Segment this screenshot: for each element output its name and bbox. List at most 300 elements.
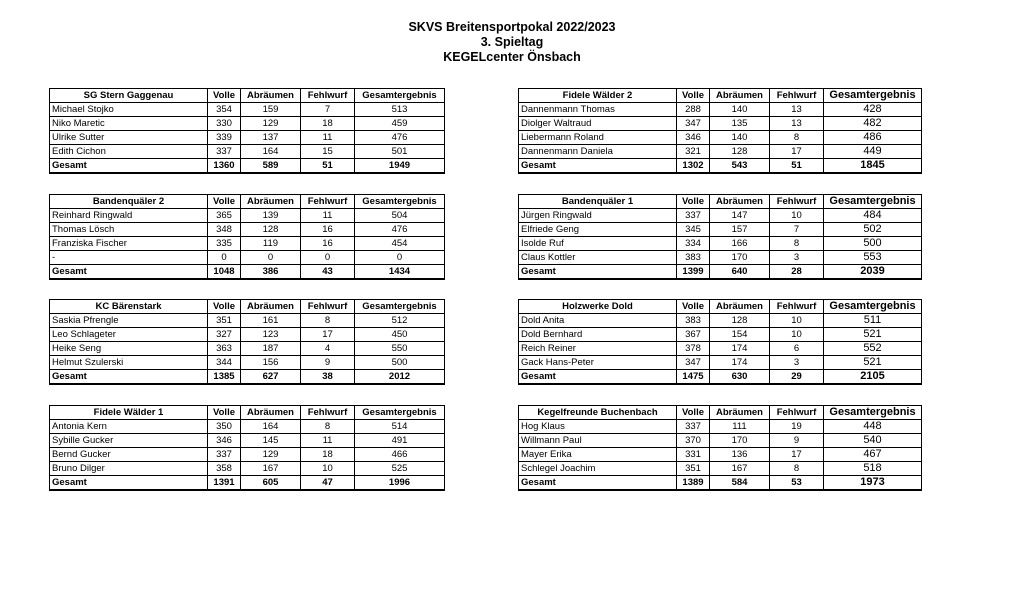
gesamt-value: 525 — [355, 462, 445, 476]
gesamt-value: 448 — [824, 420, 922, 434]
table-row — [519, 420, 922, 434]
abraeumen-value: 140 — [710, 131, 770, 145]
column-header-abraeumen: Abräumen — [241, 406, 301, 420]
gesamt-value: 459 — [355, 117, 445, 131]
table-row — [519, 145, 922, 159]
table-row — [519, 434, 922, 448]
gesamt-value: 521 — [824, 328, 922, 342]
player-name: Helmut Szulerski — [50, 356, 208, 370]
fehlwurf-value: 8 — [770, 131, 824, 145]
gesamt-value: 512 — [355, 314, 445, 328]
fehlwurf-value: 13 — [770, 103, 824, 117]
team-table — [518, 194, 922, 280]
fehlwurf-value: 13 — [770, 117, 824, 131]
total-gesamt: 2105 — [824, 370, 922, 385]
volle-value: 383 — [677, 314, 710, 328]
abraeumen-value: 166 — [710, 237, 770, 251]
table-header-row — [519, 300, 922, 314]
venue-label: KEGELcenter Önsbach — [443, 50, 581, 64]
fehlwurf-value: 18 — [301, 117, 355, 131]
abraeumen-value: 170 — [710, 434, 770, 448]
column-header-gesamtergebnis: Gesamtergebnis — [824, 300, 922, 314]
abraeumen-value: 157 — [710, 223, 770, 237]
table-row — [50, 145, 445, 159]
fehlwurf-value: 3 — [770, 356, 824, 370]
abraeumen-value: 111 — [710, 420, 770, 434]
fehlwurf-value: 8 — [770, 462, 824, 476]
gesamt-value: 521 — [824, 356, 922, 370]
player-name: Elfriede Geng — [519, 223, 677, 237]
table-row — [519, 237, 922, 251]
abraeumen-value: 154 — [710, 328, 770, 342]
team-name: Fidele Wälder 2 — [519, 89, 677, 103]
volle-value: 350 — [208, 420, 241, 434]
total-gesamt: 2012 — [355, 370, 445, 385]
gesamt-value: 540 — [824, 434, 922, 448]
volle-value: 351 — [208, 314, 241, 328]
gesamt-value: 449 — [824, 145, 922, 159]
table-row — [50, 131, 445, 145]
abraeumen-value: 129 — [241, 448, 301, 462]
gesamt-value: 466 — [355, 448, 445, 462]
volle-value: 358 — [208, 462, 241, 476]
abraeumen-value: 187 — [241, 342, 301, 356]
column-header-abraeumen: Abräumen — [241, 195, 301, 209]
team-table — [49, 194, 445, 280]
total-volle: 1302 — [677, 159, 710, 174]
gesamt-value: 450 — [355, 328, 445, 342]
player-name: Gack Hans-Peter — [519, 356, 677, 370]
column-header-fehlwurf: Fehlwurf — [770, 195, 824, 209]
abraeumen-value: 156 — [241, 356, 301, 370]
player-name: Dannenmann Daniela — [519, 145, 677, 159]
total-row — [519, 159, 922, 174]
volle-value: 327 — [208, 328, 241, 342]
volle-value: 354 — [208, 103, 241, 117]
volle-value: 383 — [677, 251, 710, 265]
total-row — [519, 265, 922, 280]
table-header-row — [50, 300, 445, 314]
total-abraeumen: 627 — [241, 370, 301, 385]
fehlwurf-value: 0 — [301, 251, 355, 265]
column-header-volle: Volle — [677, 300, 710, 314]
player-name: Edith Cichon — [50, 145, 208, 159]
volle-value: 334 — [677, 237, 710, 251]
total-gesamt: 1996 — [355, 476, 445, 491]
column-header-volle: Volle — [677, 406, 710, 420]
total-fehlwurf: 53 — [770, 476, 824, 491]
volle-value: 337 — [208, 145, 241, 159]
total-label: Gesamt — [50, 370, 208, 385]
volle-value: 339 — [208, 131, 241, 145]
fehlwurf-value: 15 — [301, 145, 355, 159]
fehlwurf-value: 8 — [770, 237, 824, 251]
table-row — [50, 314, 445, 328]
volle-value: 370 — [677, 434, 710, 448]
table-header-row — [519, 406, 922, 420]
table-header-row — [50, 406, 445, 420]
total-fehlwurf: 38 — [301, 370, 355, 385]
team-name: Holzwerke Dold — [519, 300, 677, 314]
total-label: Gesamt — [50, 476, 208, 491]
player-name: Diolger Waltraud — [519, 117, 677, 131]
total-volle: 1389 — [677, 476, 710, 491]
table-row — [50, 223, 445, 237]
column-header-gesamtergebnis: Gesamtergebnis — [824, 89, 922, 103]
fehlwurf-value: 7 — [301, 103, 355, 117]
total-label: Gesamt — [50, 265, 208, 280]
gesamt-value: 501 — [355, 145, 445, 159]
abraeumen-value: 136 — [710, 448, 770, 462]
player-name: Saskia Pfrengle — [50, 314, 208, 328]
player-name: Antonia Kern — [50, 420, 208, 434]
abraeumen-value: 119 — [241, 237, 301, 251]
volle-value: 337 — [677, 420, 710, 434]
table-row — [50, 209, 445, 223]
team-name: Kegelfreunde Buchenbach — [519, 406, 677, 420]
fehlwurf-value: 11 — [301, 131, 355, 145]
fehlwurf-value: 19 — [770, 420, 824, 434]
player-name: Sybille Gucker — [50, 434, 208, 448]
table-row — [50, 251, 445, 265]
abraeumen-value: 159 — [241, 103, 301, 117]
fehlwurf-value: 18 — [301, 448, 355, 462]
total-volle: 1475 — [677, 370, 710, 385]
fehlwurf-value: 17 — [301, 328, 355, 342]
player-name: Dold Anita — [519, 314, 677, 328]
gesamt-value: 467 — [824, 448, 922, 462]
player-name: Willmann Paul — [519, 434, 677, 448]
gesamt-value: 514 — [355, 420, 445, 434]
player-name: Claus Kottler — [519, 251, 677, 265]
total-label: Gesamt — [519, 265, 677, 280]
gesamt-value: 428 — [824, 103, 922, 117]
player-name: Franziska Fischer — [50, 237, 208, 251]
column-header-gesamtergebnis: Gesamtergebnis — [355, 195, 445, 209]
total-fehlwurf: 47 — [301, 476, 355, 491]
total-abraeumen: 605 — [241, 476, 301, 491]
gesamt-value: 500 — [824, 237, 922, 251]
player-name: Niko Maretic — [50, 117, 208, 131]
player-name: Liebermann Roland — [519, 131, 677, 145]
abraeumen-value: 147 — [710, 209, 770, 223]
volle-value: 337 — [677, 209, 710, 223]
table-header-row — [50, 89, 445, 103]
column-header-abraeumen: Abräumen — [241, 300, 301, 314]
total-volle: 1360 — [208, 159, 241, 174]
total-label: Gesamt — [519, 476, 677, 491]
gesamt-value: 518 — [824, 462, 922, 476]
fehlwurf-value: 10 — [770, 328, 824, 342]
column-header-gesamtergebnis: Gesamtergebnis — [355, 89, 445, 103]
column-header-gesamtergebnis: Gesamtergebnis — [824, 195, 922, 209]
gesamt-value: 553 — [824, 251, 922, 265]
column-header-gesamtergebnis: Gesamtergebnis — [355, 300, 445, 314]
gesamt-value: 482 — [824, 117, 922, 131]
fehlwurf-value: 9 — [770, 434, 824, 448]
abraeumen-value: 0 — [241, 251, 301, 265]
player-name: - — [50, 251, 208, 265]
table-row — [50, 342, 445, 356]
fehlwurf-value: 6 — [770, 342, 824, 356]
abraeumen-value: 137 — [241, 131, 301, 145]
player-name: Jürgen Ringwald — [519, 209, 677, 223]
total-row — [50, 370, 445, 385]
player-name: Reinhard Ringwald — [50, 209, 208, 223]
abraeumen-value: 174 — [710, 356, 770, 370]
player-name: Reich Reiner — [519, 342, 677, 356]
column-header-abraeumen: Abräumen — [710, 300, 770, 314]
column-header-volle: Volle — [208, 89, 241, 103]
table-row — [519, 223, 922, 237]
team-name: Fidele Wälder 1 — [50, 406, 208, 420]
table-row — [50, 448, 445, 462]
total-abraeumen: 584 — [710, 476, 770, 491]
volle-value: 365 — [208, 209, 241, 223]
total-volle: 1385 — [208, 370, 241, 385]
total-row — [50, 265, 445, 280]
table-header-row — [50, 195, 445, 209]
total-abraeumen: 386 — [241, 265, 301, 280]
team-table — [518, 88, 922, 174]
table-row — [519, 356, 922, 370]
total-label: Gesamt — [519, 159, 677, 174]
gesamt-value: 550 — [355, 342, 445, 356]
column-header-fehlwurf: Fehlwurf — [770, 406, 824, 420]
team-name: SG Stern Gaggenau — [50, 89, 208, 103]
column-header-fehlwurf: Fehlwurf — [770, 300, 824, 314]
volle-value: 347 — [677, 117, 710, 131]
team-table — [49, 405, 445, 491]
volle-value: 331 — [677, 448, 710, 462]
volle-value: 378 — [677, 342, 710, 356]
gesamt-value: 486 — [824, 131, 922, 145]
table-row — [519, 462, 922, 476]
table-row — [519, 342, 922, 356]
gesamt-value: 502 — [824, 223, 922, 237]
fehlwurf-value: 16 — [301, 223, 355, 237]
table-row — [519, 131, 922, 145]
fehlwurf-value: 8 — [301, 420, 355, 434]
abraeumen-value: 139 — [241, 209, 301, 223]
abraeumen-value: 170 — [710, 251, 770, 265]
gesamt-value: 513 — [355, 103, 445, 117]
fehlwurf-value: 11 — [301, 434, 355, 448]
table-header-row — [519, 195, 922, 209]
total-gesamt: 1949 — [355, 159, 445, 174]
total-gesamt: 1973 — [824, 476, 922, 491]
gesamt-value: 500 — [355, 356, 445, 370]
fehlwurf-value: 10 — [770, 209, 824, 223]
fehlwurf-value: 9 — [301, 356, 355, 370]
column-header-volle: Volle — [677, 89, 710, 103]
total-gesamt: 1845 — [824, 159, 922, 174]
abraeumen-value: 135 — [710, 117, 770, 131]
table-row — [50, 434, 445, 448]
table-header-row — [519, 89, 922, 103]
column-header-volle: Volle — [208, 195, 241, 209]
fehlwurf-value: 16 — [301, 237, 355, 251]
total-abraeumen: 543 — [710, 159, 770, 174]
player-name: Thomas Lösch — [50, 223, 208, 237]
column-header-fehlwurf: Fehlwurf — [301, 406, 355, 420]
team-name: Bandenquäler 1 — [519, 195, 677, 209]
abraeumen-value: 129 — [241, 117, 301, 131]
abraeumen-value: 128 — [710, 314, 770, 328]
gesamt-value: 484 — [824, 209, 922, 223]
table-row — [519, 103, 922, 117]
table-row — [50, 117, 445, 131]
volle-value: 346 — [677, 131, 710, 145]
gesamt-value: 476 — [355, 131, 445, 145]
player-name: Leo Schlageter — [50, 328, 208, 342]
fehlwurf-value: 10 — [301, 462, 355, 476]
abraeumen-value: 167 — [710, 462, 770, 476]
volle-value: 337 — [208, 448, 241, 462]
abraeumen-value: 140 — [710, 103, 770, 117]
column-header-volle: Volle — [677, 195, 710, 209]
player-name: Dannenmann Thomas — [519, 103, 677, 117]
volle-value: 321 — [677, 145, 710, 159]
gesamt-value: 552 — [824, 342, 922, 356]
table-row — [50, 356, 445, 370]
total-abraeumen: 589 — [241, 159, 301, 174]
fehlwurf-value: 17 — [770, 448, 824, 462]
abraeumen-value: 167 — [241, 462, 301, 476]
total-fehlwurf: 28 — [770, 265, 824, 280]
total-row — [50, 476, 445, 491]
column-header-abraeumen: Abräumen — [710, 89, 770, 103]
abraeumen-value: 161 — [241, 314, 301, 328]
abraeumen-value: 164 — [241, 420, 301, 434]
volle-value: 345 — [677, 223, 710, 237]
column-header-abraeumen: Abräumen — [241, 89, 301, 103]
total-volle: 1399 — [677, 265, 710, 280]
fehlwurf-value: 3 — [770, 251, 824, 265]
team-name: KC Bärenstark — [50, 300, 208, 314]
team-table — [49, 88, 445, 174]
column-header-fehlwurf: Fehlwurf — [301, 195, 355, 209]
total-row — [519, 476, 922, 491]
abraeumen-value: 145 — [241, 434, 301, 448]
gesamt-value: 454 — [355, 237, 445, 251]
volle-value: 288 — [677, 103, 710, 117]
column-header-gesamtergebnis: Gesamtergebnis — [824, 406, 922, 420]
total-fehlwurf: 51 — [770, 159, 824, 174]
fehlwurf-value: 4 — [301, 342, 355, 356]
column-header-gesamtergebnis: Gesamtergebnis — [355, 406, 445, 420]
volle-value: 347 — [677, 356, 710, 370]
abraeumen-value: 128 — [710, 145, 770, 159]
total-fehlwurf: 51 — [301, 159, 355, 174]
total-fehlwurf: 29 — [770, 370, 824, 385]
player-name: Michael Stojko — [50, 103, 208, 117]
column-header-fehlwurf: Fehlwurf — [770, 89, 824, 103]
table-row — [50, 328, 445, 342]
player-name: Mayer Erika — [519, 448, 677, 462]
table-row — [50, 103, 445, 117]
table-row — [519, 209, 922, 223]
volle-value: 351 — [677, 462, 710, 476]
event-title: SKVS Breitensportpokal 2022/2023 — [408, 20, 616, 34]
fehlwurf-value: 7 — [770, 223, 824, 237]
column-header-volle: Volle — [208, 406, 241, 420]
player-name: Schlegel Joachim — [519, 462, 677, 476]
table-row — [519, 328, 922, 342]
abraeumen-value: 174 — [710, 342, 770, 356]
team-table — [518, 405, 922, 491]
fehlwurf-value: 8 — [301, 314, 355, 328]
player-name: Bernd Gucker — [50, 448, 208, 462]
table-row — [50, 420, 445, 434]
total-volle: 1391 — [208, 476, 241, 491]
gesamt-value: 491 — [355, 434, 445, 448]
volle-value: 335 — [208, 237, 241, 251]
page-header — [0, 20, 1024, 65]
fehlwurf-value: 10 — [770, 314, 824, 328]
total-abraeumen: 630 — [710, 370, 770, 385]
table-row — [519, 117, 922, 131]
abraeumen-value: 164 — [241, 145, 301, 159]
player-name: Heike Seng — [50, 342, 208, 356]
player-name: Dold Bernhard — [519, 328, 677, 342]
column-header-fehlwurf: Fehlwurf — [301, 300, 355, 314]
team-name: Bandenquäler 2 — [50, 195, 208, 209]
gesamt-value: 511 — [824, 314, 922, 328]
volle-value: 0 — [208, 251, 241, 265]
matchday-label: 3. Spieltag — [480, 35, 544, 49]
team-table — [49, 299, 445, 385]
player-name: Bruno Dilger — [50, 462, 208, 476]
column-header-volle: Volle — [208, 300, 241, 314]
player-name: Hog Klaus — [519, 420, 677, 434]
total-row — [50, 159, 445, 174]
gesamt-value: 504 — [355, 209, 445, 223]
player-name: Ulrike Sutter — [50, 131, 208, 145]
table-row — [519, 251, 922, 265]
total-gesamt: 1434 — [355, 265, 445, 280]
total-fehlwurf: 43 — [301, 265, 355, 280]
column-header-abraeumen: Abräumen — [710, 406, 770, 420]
fehlwurf-value: 11 — [301, 209, 355, 223]
abraeumen-value: 128 — [241, 223, 301, 237]
volle-value: 346 — [208, 434, 241, 448]
table-row — [519, 314, 922, 328]
table-row — [519, 448, 922, 462]
volle-value: 330 — [208, 117, 241, 131]
total-gesamt: 2039 — [824, 265, 922, 280]
gesamt-value: 0 — [355, 251, 445, 265]
total-volle: 1048 — [208, 265, 241, 280]
abraeumen-value: 123 — [241, 328, 301, 342]
total-label: Gesamt — [519, 370, 677, 385]
volle-value: 344 — [208, 356, 241, 370]
team-table — [518, 299, 922, 385]
gesamt-value: 476 — [355, 223, 445, 237]
total-row — [519, 370, 922, 385]
column-header-abraeumen: Abräumen — [710, 195, 770, 209]
volle-value: 367 — [677, 328, 710, 342]
fehlwurf-value: 17 — [770, 145, 824, 159]
volle-value: 348 — [208, 223, 241, 237]
column-header-fehlwurf: Fehlwurf — [301, 89, 355, 103]
table-row — [50, 462, 445, 476]
total-label: Gesamt — [50, 159, 208, 174]
total-abraeumen: 640 — [710, 265, 770, 280]
volle-value: 363 — [208, 342, 241, 356]
player-name: Isolde Ruf — [519, 237, 677, 251]
table-row — [50, 237, 445, 251]
